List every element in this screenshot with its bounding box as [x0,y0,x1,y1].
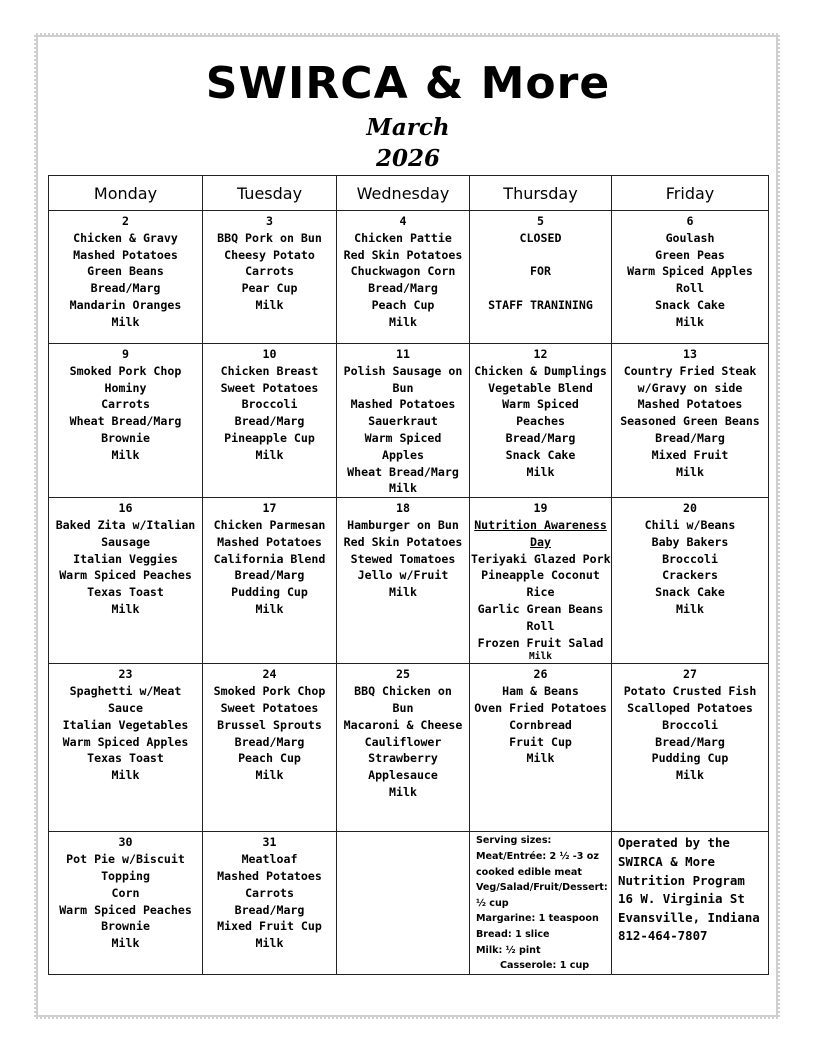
menu-item: Mashed Potatoes [637,397,743,412]
menu-item: Milk [111,601,140,616]
menu-item [471,247,610,264]
day-number: 27 [683,667,697,682]
menu-item: Sweet Potatoes [220,700,319,715]
program-info-line: SWIRCA & More [618,853,715,869]
menu-item: Teriyaki Glazed Pork [471,551,611,566]
weekday-monday: Monday [49,176,203,211]
menu-item: Sausage [101,534,150,549]
menu-item: Green Peas [655,247,725,262]
menu-item: Cornbread [509,717,572,732]
menu-item: Peaches [516,414,565,429]
menu-item: Spaghetti w/Meat [69,684,182,699]
menu-item: Vegetable Blend [488,380,593,395]
menu-item: Topping [101,868,150,883]
day-number: 24 [262,667,277,682]
menu-item: Mashed Potatoes [217,534,322,549]
program-info [612,832,769,974]
menu-item: Broccoli [662,717,718,732]
day-cell-mar-10 [203,344,337,498]
menu-item: Red Skin Potatoes [343,534,463,549]
menu-item [471,280,610,297]
menu-item: Brussel Sprouts [217,717,322,732]
menu-item: Nutrition Awareness [474,517,607,532]
menu-item: Pudding Cup [651,751,729,766]
menu-item: Jello w/Fruit [357,568,449,583]
day-cell-mar-24 [203,664,337,832]
menu-item: Crackers [662,568,718,583]
week-row [49,211,769,344]
menu-item: Milk [255,601,284,616]
day-number: 10 [262,347,277,361]
day-number: 4 [399,214,407,228]
menu-item: Chuckwagon Corn [350,264,456,279]
menu-item: Chicken Pattie [354,230,452,245]
menu-item: Pear Cup [241,281,298,296]
day-cell-mar-19 [470,498,612,664]
menu-item: Milk [389,481,417,496]
menu-item: Milk [389,784,417,799]
menu-item: Milk [676,768,704,783]
day-cell-mar-13 [612,344,769,498]
day-number: 17 [262,501,277,516]
serving-size-line: Meat/Entrée: 2 ½ -3 oz [476,850,599,862]
day-number: 25 [396,667,410,682]
weekday-wednesday: Wednesday [337,176,470,211]
program-info-line: Nutrition Program [618,872,745,888]
menu-item: Pot Pie w/Biscuit [66,852,185,867]
day-number: 9 [122,347,129,361]
menu-item: Brownie [101,919,150,934]
day-cell-mar-2 [49,211,203,344]
menu-item: Milk [676,601,704,616]
menu-item: Peach Cup [238,751,301,766]
menu-item: Warm Spiced Peaches [59,902,192,917]
day-cell-mar-23 [49,664,203,832]
menu-item: Snack Cake [505,447,576,462]
menu-item: Sweet Potatoes [220,380,319,395]
menu-item: Hamburger on Bun [347,517,459,532]
menu-item: Pineapple Coconut [481,568,600,583]
serving-size-line: Casserole: 1 cup [500,960,590,972]
weekday-thursday: Thursday [470,176,612,211]
menu-item: Ham & Beans [502,684,579,699]
menu-item: Peach Cup [371,297,435,312]
menu-item: Mashed Potatoes [73,247,178,262]
day-number: 26 [533,667,548,682]
program-info-line: 812-464-7807 [618,928,708,944]
menu-item: Milk [111,936,140,951]
menu-item: Rice [526,585,555,600]
serving-size-line: ½ cup [476,897,509,909]
month-label: March [366,114,450,141]
menu-item: Milk [676,314,704,329]
serving-sizes-heading: Serving sizes: [476,835,552,847]
menu-item: Warm Spiced Apples [627,264,753,279]
page-title: SWIRCA & More [205,58,611,109]
menu-item: Red Skin Potatoes [343,247,463,262]
menu-item: Texas Toast [87,585,164,600]
day-number: 11 [396,347,410,361]
menu-item: w/Gravy on side [637,380,743,395]
day-cell-mar-12 [470,344,612,498]
day-number: 12 [533,347,548,361]
day-cell-mar-18 [337,498,470,664]
menu-item: Milk [389,585,417,600]
menu-item: Milk [255,936,284,951]
menu-item: Roll [526,618,555,633]
week-row [49,498,769,664]
serving-sizes-note [470,832,612,974]
serving-size-line: Margarine: 1 teaspoon [476,913,599,925]
menu-item: Snack Cake [655,297,725,312]
menu-item: Mashed Potatoes [217,868,322,883]
menu-item: Sauce [108,700,143,715]
menu-item: Bread/Marg [655,430,725,445]
menu-item: Bread/Marg [368,281,438,296]
week-row [49,832,769,974]
menu-item: Fruit Cup [509,734,572,749]
menu-item: STAFF TRANINING [488,297,593,312]
menu-item: Stewed Tomatoes [350,551,456,566]
menu-item: Milk [529,651,552,663]
menu-item: Milk [389,314,417,329]
menu-item: Cheesy Potato [224,247,315,262]
serving-size-line: Bread: 1 slice [476,928,550,940]
menu-item: Bread/Marg [234,902,305,917]
menu-item: Milk [111,768,140,783]
day-number: 20 [683,501,697,516]
menu-item: Warm Spiced [364,430,442,445]
serving-size-line: Milk: ½ pint [476,944,541,956]
menu-item: Strawberry [368,751,438,766]
menu-item: Cauliflower [364,734,442,749]
menu-item: Mixed Fruit [651,447,729,462]
menu-item: Mandarin Oranges [69,297,182,312]
menu-item: Applesauce [368,768,438,783]
menu-item: Bread/Marg [655,734,725,749]
weekday-header-row [49,176,769,211]
menu-item: CLOSED [519,230,562,245]
day-number: 16 [118,501,133,516]
menu-item: Baby Bakers [651,534,729,549]
menu-item: Meatloaf [241,852,298,867]
menu-item: Warm Spiced Peaches [59,568,192,583]
menu-item: Broccoli [241,397,298,412]
menu-item: Texas Toast [87,751,164,766]
menu-item: Milk [255,768,284,783]
menu-item: Chicken Parmesan [213,517,326,532]
day-cell-mar-31 [203,832,337,974]
week-row [49,344,769,498]
day-cell-mar-25 [337,664,470,832]
menu-item: Frozen Fruit Salad [477,635,604,650]
day-number: 18 [396,501,410,516]
menu-item: Baked Zita w/Italian [55,517,196,532]
menu-item: Italian Vegetables [62,717,189,732]
day-number: 31 [262,835,277,850]
day-cell-mar-3 [203,211,337,344]
day-number: 30 [118,835,133,850]
menu-item: Bread/Marg [505,430,576,445]
menu-item: Milk [111,447,140,462]
menu-item: BBQ Pork on Bun [217,230,322,245]
menu-item: Carrots [101,397,150,412]
day-cell-mar-27 [612,664,769,832]
menu-item: FOR [530,264,551,279]
day-cell-mar-9 [49,344,203,498]
weekday-friday: Friday [612,176,769,211]
menu-item: California Blend [213,551,326,566]
menu-item: Milk [676,464,704,479]
program-info-line: Evansville, Indiana [618,909,760,925]
menu-item: Milk [255,297,284,312]
menu-item: Mixed Fruit Cup [217,919,322,934]
menu-item: Wheat Bread/Marg [347,464,459,479]
day-cell-mar-6 [612,211,769,344]
day-number: 2 [122,214,129,228]
menu-item: BBQ Chicken on [354,684,452,699]
menu-item: Carrots [245,885,294,900]
menu-item: Pudding Cup [231,585,308,600]
menu-item: Smoked Pork Chop [69,363,182,378]
day-cell-mar-16 [49,498,203,664]
day-number: 13 [683,347,697,361]
weekday-tuesday: Tuesday [203,176,337,211]
menu-item: Chili w/Beans [644,517,736,532]
menu-item: Warm Spiced Apples [62,734,189,749]
menu-item: Oven Fried Potatoes [474,700,607,715]
menu-item: Macaroni & Cheese [343,717,463,732]
day-cell-mar-11 [337,344,470,498]
menu-item: Seasoned Green Beans [620,414,760,429]
menu-item: Country Fried Steak [623,363,757,378]
menu-item: Garlic Grean Beans [477,601,604,616]
menu-item: Chicken & Dumplings [474,363,607,378]
serving-size-line: Veg/Salad/Fruit/Dessert: [476,882,608,894]
menu-item: Bread/Marg [90,281,161,296]
menu-item: Sauerkraut [368,414,438,429]
menu-item: Italian Veggies [73,551,178,566]
day-cell-mar-5 [470,211,612,344]
menu-item: Bread/Marg [234,568,305,583]
day-number: 19 [533,501,548,516]
week-row [49,664,769,832]
menu-item: Goulash [665,230,715,245]
day-cell-mar-20 [612,498,769,664]
day-cell-mar-26 [470,664,612,832]
menu-item: Broccoli [662,551,718,566]
menu-item: Mashed Potatoes [350,397,456,412]
menu-item: Bread/Marg [234,734,305,749]
menu-item: Brownie [101,430,150,445]
menu-item: Potato Crusted Fish [623,684,757,699]
menu-calendar [48,175,769,975]
menu-item: Warm Spiced [502,397,579,412]
menu-item: Wheat Bread/Marg [69,414,182,429]
menu-item: Polish Sausage on [343,363,463,378]
day-number: 3 [266,214,273,228]
menu-item: Corn [111,885,140,900]
menu-item: Green Beans [87,264,164,279]
menu-item: Apples [382,447,424,462]
menu-item: Snack Cake [655,585,725,600]
day-number: 23 [118,667,133,682]
menu-item: Day [530,534,551,549]
year-label: 2026 [375,145,440,172]
menu-item: Milk [526,464,555,479]
menu-item: Smoked Pork Chop [213,684,326,699]
menu-item: Chicken Breast [220,363,319,378]
menu-item: Hominy [104,380,147,395]
menu-item: Bun [392,380,414,395]
day-cell-mar-17 [203,498,337,664]
program-info-line: Operated by the [618,835,730,851]
menu-item: Milk [255,447,284,462]
menu-item: Pineapple Cup [224,430,315,445]
day-number: 6 [686,214,694,228]
menu-item: Carrots [245,264,294,279]
serving-size-line: cooked edible meat [476,866,582,878]
menu-item: Bun [392,700,414,715]
day-number: 5 [537,214,544,228]
menu-item: Milk [111,314,140,329]
day-cell-mar-30 [49,832,203,974]
menu-item: Milk [526,751,555,766]
menu-item: Chicken & Gravy [73,230,178,245]
menu-item: Bread/Marg [234,414,305,429]
day-cell-mar-4 [337,211,470,344]
program-info-line: 16 W. Virginia St [618,891,745,907]
menu-item: Scalloped Potatoes [627,700,753,715]
empty-cell [337,832,470,974]
menu-item: Roll [676,281,704,296]
